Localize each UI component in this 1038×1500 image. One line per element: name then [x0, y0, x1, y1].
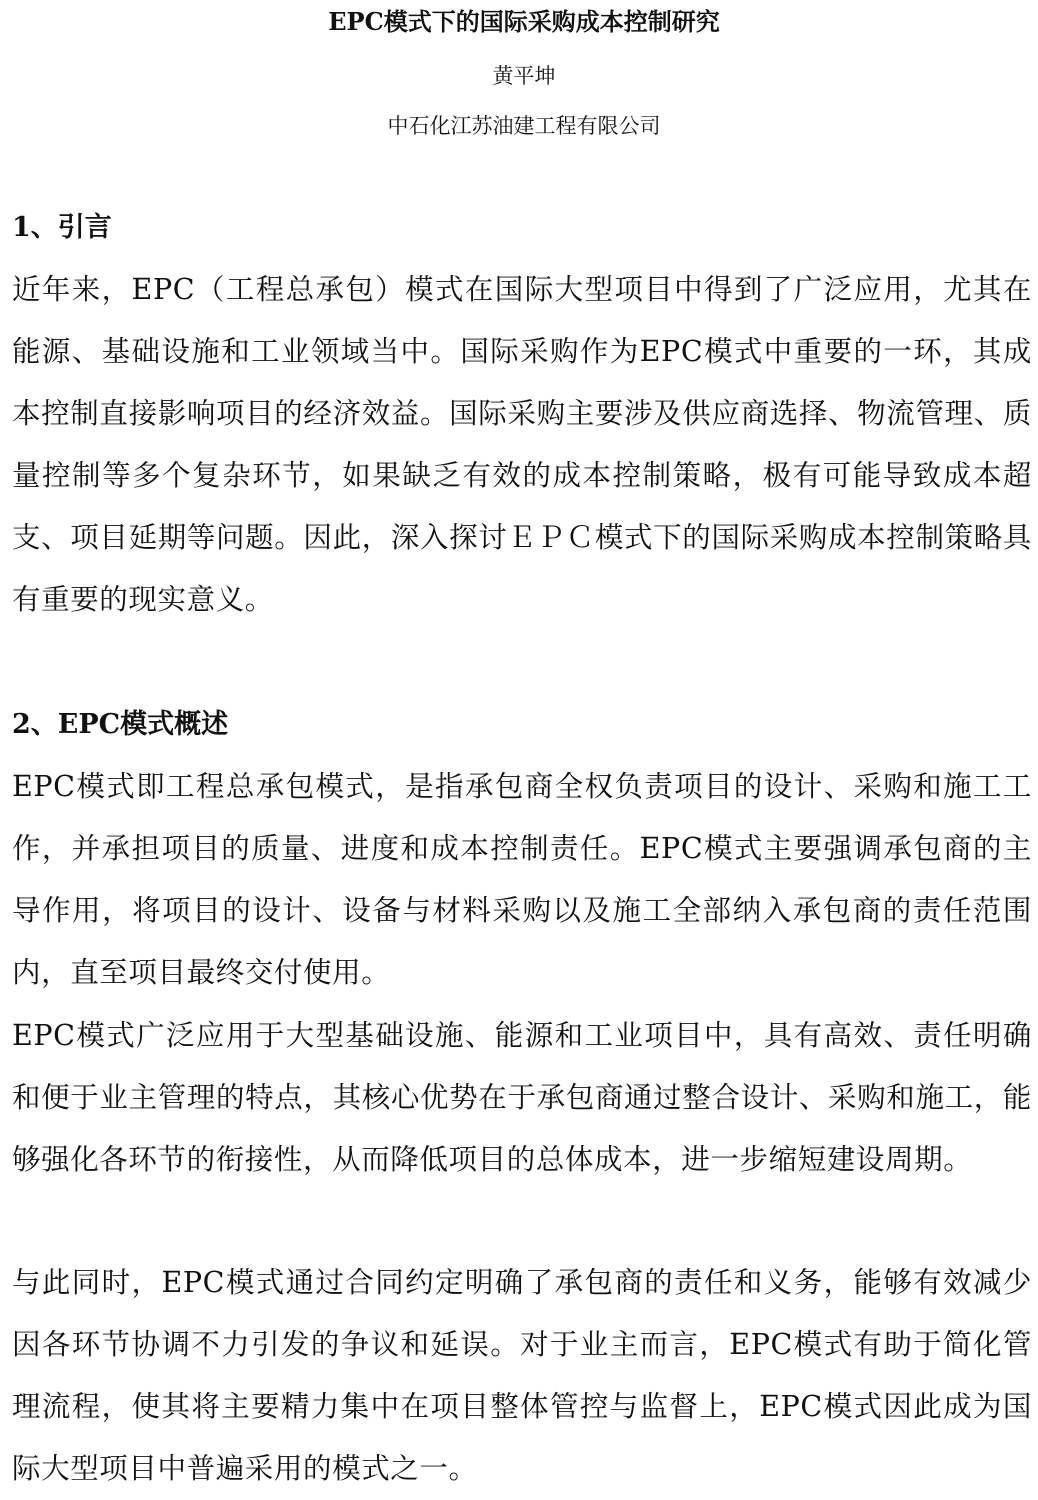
epc-overview-paragraph-3: 与此同时，EPC模式通过合同约定明确了承包商的责任和义务，能够有效减少因各环节协调不力引发的争议和延误。对于业主而言，EPC模式有助于简化管理流程，使其将主要精力集中在项目整体管控与监督上，EPC模式因此成为国际大型项目中普遍采用的模式之一。: [12, 1266, 1032, 1485]
author-name: 黄平坤: [492, 64, 556, 88]
author-affiliation: 中石化江苏油建工程有限公司: [387, 114, 661, 138]
document-title: EPC模式下的国际采购成本控制研究: [328, 7, 720, 36]
epc-overview-paragraph-2: EPC模式广泛应用于大型基础设施、能源和工业项目中，具有高效、责任明确和便于业主管理的特点，其核心优势在于承包商通过整合设计、采购和施工，能够强化各环节的衔接性，从而降低项目的总体成本，进一步缩短建设周期。: [12, 1019, 1032, 1176]
epc-overview-paragraph-1: EPC模式即工程总承包模式，是指承包商全权负责项目的设计、采购和施工工作，并承担项目的质量、进度和成本控制责任。EPC模式主要强调承包商的主导作用，将项目的设计、设备与材料采购以及施工全部纳入承包商的责任范围内，直至项目最终交付使用。: [12, 770, 1032, 989]
section-heading-epc-overview: 2、EPC模式概述: [12, 709, 229, 740]
introduction-paragraph: 近年来，EPC（工程总承包）模式在国际大型项目中得到了广泛应用，尤其在能源、基础设施和工业领域当中。国际采购作为EPC模式中重要的一环，其成本控制直接影响项目的经济效益。国际采购主要涉及供应商选择、物流管理、质量控制等多个复杂环节，如果缺乏有效的成本控制策略，极有可能导致成本超支、项目延期等问题。因此，深入探讨ＥＰＣ模式下的国际采购成本控制策略具有重要的现实意义。: [12, 273, 1032, 616]
section-heading-introduction: 1、引言: [12, 212, 112, 243]
